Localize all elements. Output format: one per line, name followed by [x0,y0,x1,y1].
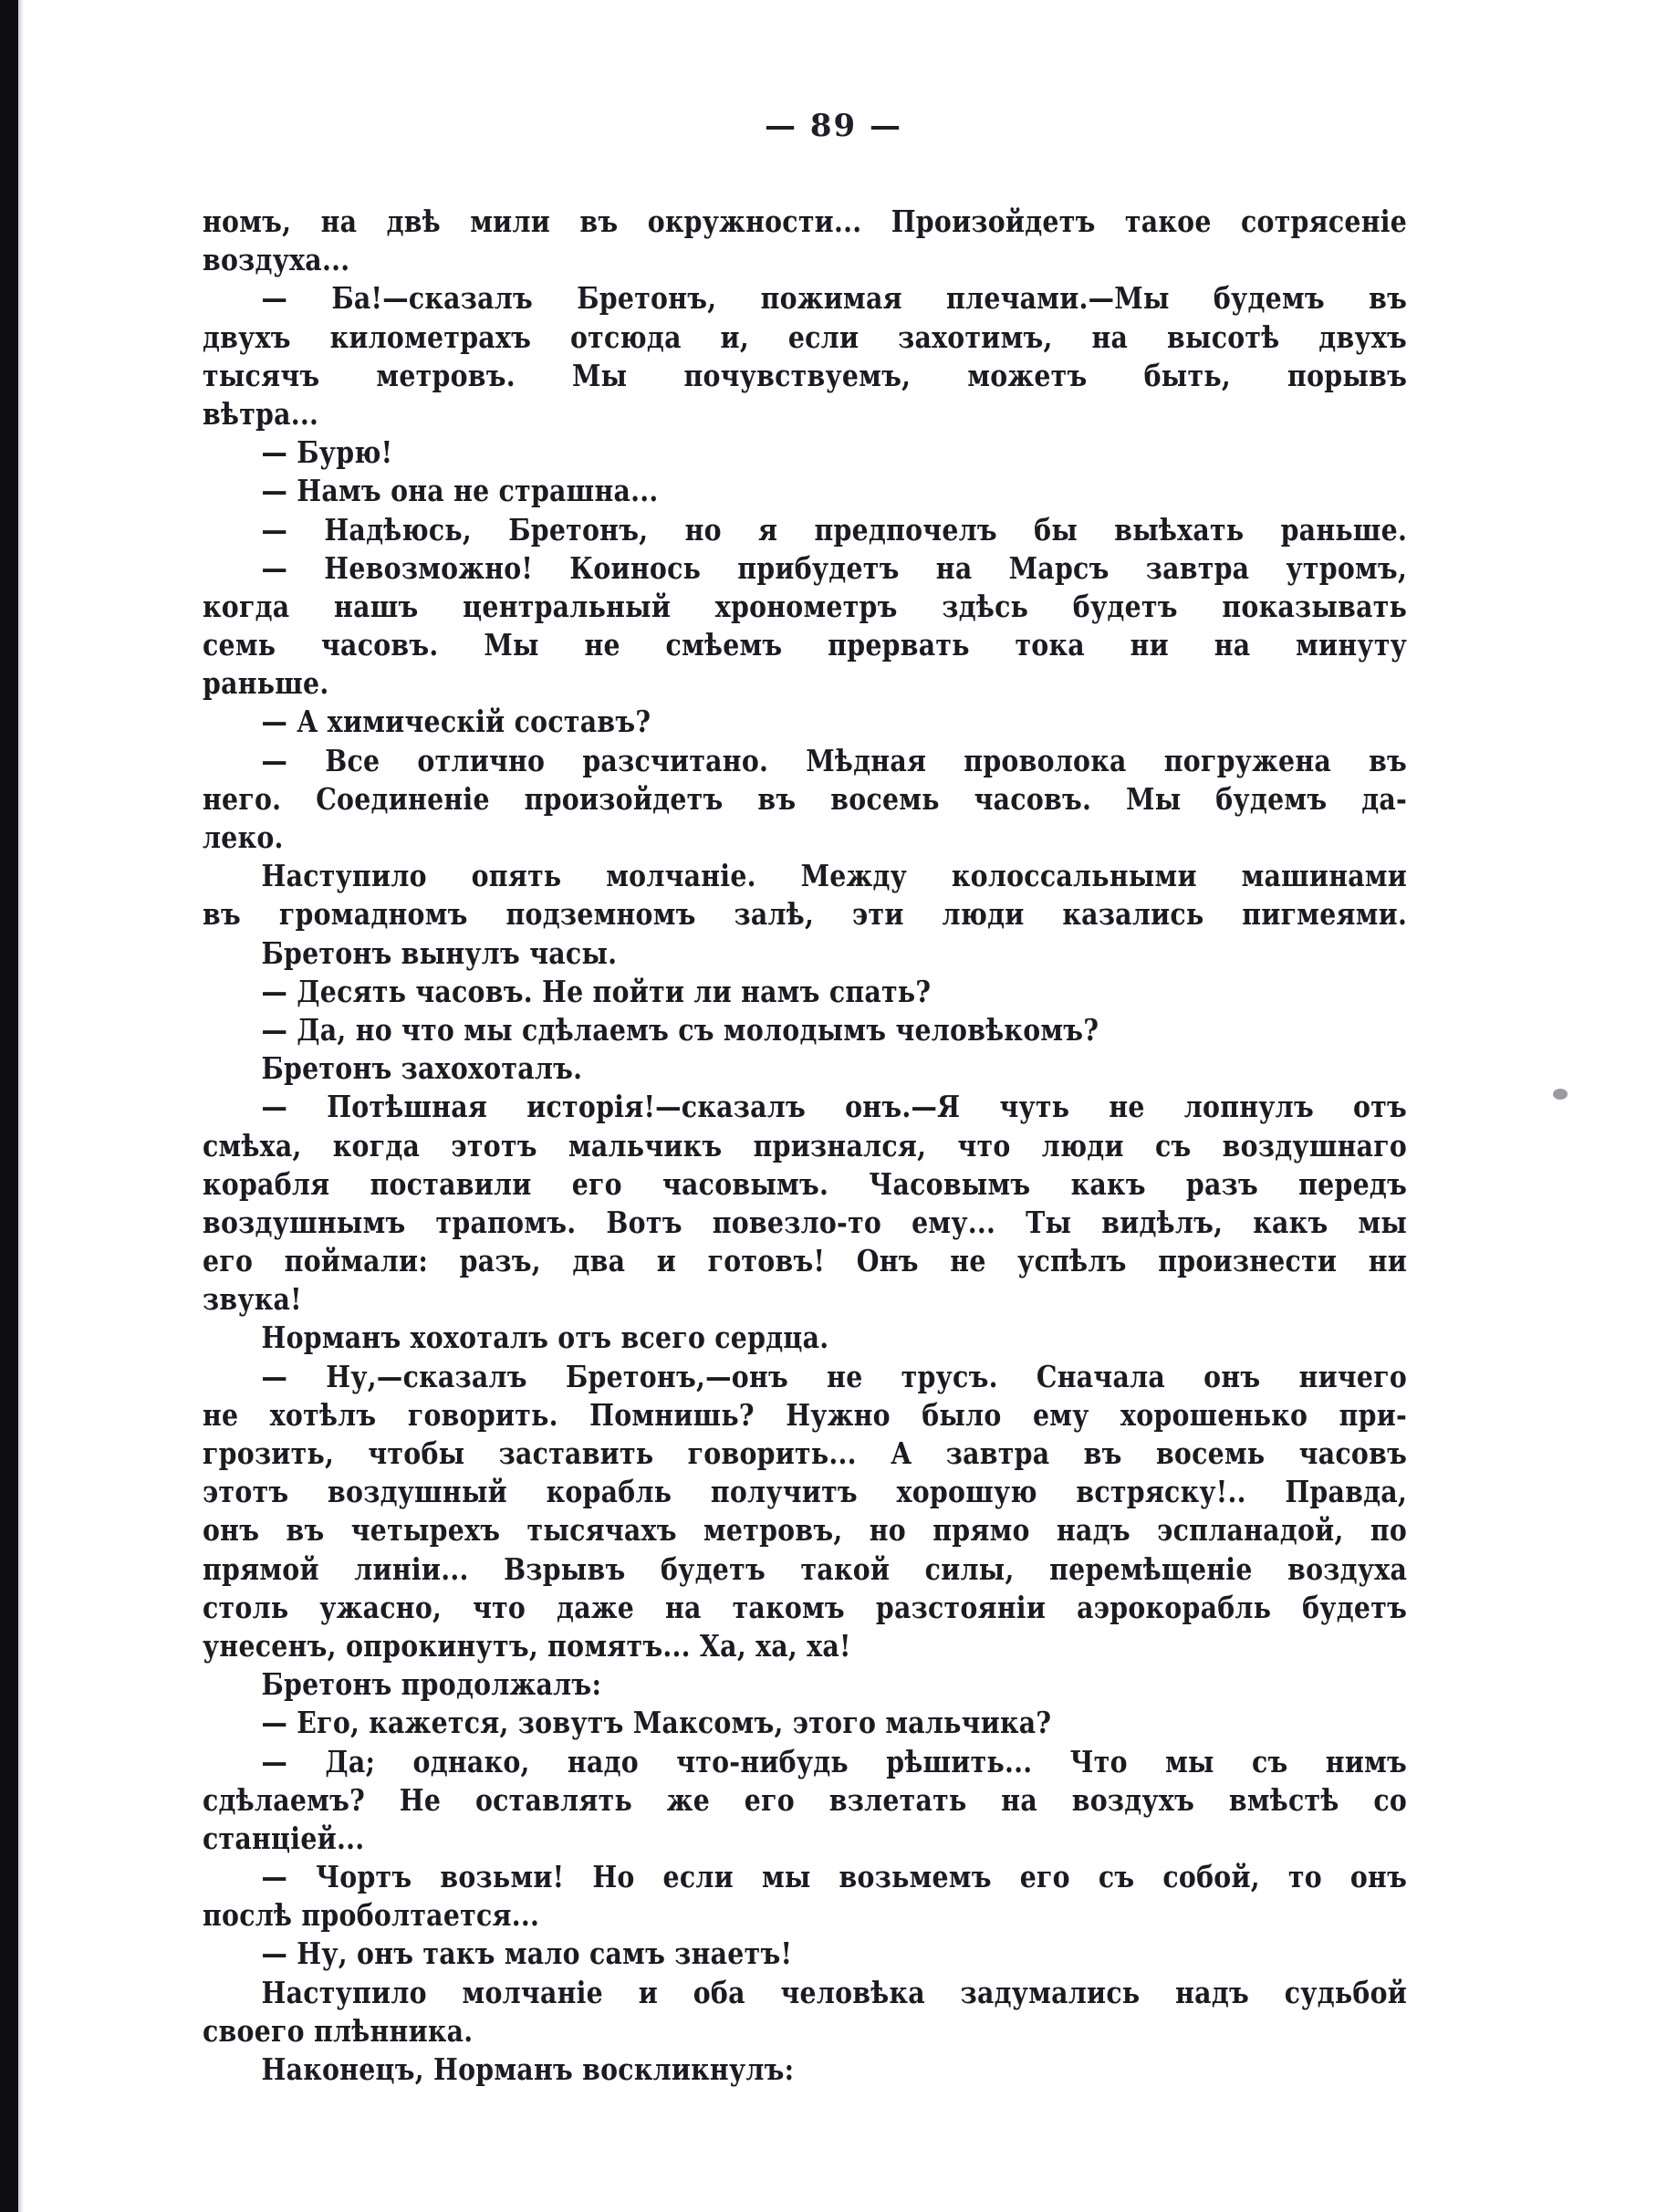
text-line: — Чортъ возьми! Но если мы возьмемъ его съ собой, то онъ [261,1859,1408,1895]
text-line: воздушнымъ трапомъ. Вотъ повезло-то ему... Ты видѣлъ, какъ мы [203,1204,1408,1240]
text-line: Норманъ хохоталъ отъ всего сердца. [261,1320,829,1356]
text-line: Наступило опять молчаніе. Между колоссальными машинами [261,858,1408,894]
text-line: грозить, чтобы заставить говорить... А завтра въ восемь часовъ [203,1435,1408,1471]
text-line: звука! [203,1281,302,1318]
text-line: — Десять часовъ. Не пойти ли намъ спать? [261,973,932,1009]
text-line: номъ, на двѣ мили въ окружности... Произойдетъ такое сотрясеніе [203,203,1408,239]
text-line: Наступило молчаніе и оба человѣка задумались надъ судьбой [261,1974,1408,2010]
text-line: не хотѣлъ говорить. Помнишь? Нужно было ему хорошенько при- [203,1396,1408,1433]
text-line: — Да; однако, надо что-нибудь рѣшить... Что мы съ нимъ [261,1743,1408,1779]
body-text [203,203,1407,2089]
text-line: семь часовъ. Мы не смѣемъ прервать тока ни на минуту [203,627,1408,663]
text-line: — Ба!—сказалъ Бретонъ, пожимая плечами.—Мы будемъ въ [261,280,1408,317]
text-line: двухъ километрахъ отсюда и, если захотимъ, на высотѣ двухъ [203,318,1408,355]
text-line: столь ужасно, что даже на такомъ разстояніи аэрокорабль будетъ [203,1589,1408,1625]
text-line: Бретонъ захохоталъ. [261,1050,583,1087]
text-line: — Намъ она не страшна... [261,473,659,509]
text-line: унесенъ, опрокинутъ, помятъ... Ха, ха, ха! [203,1627,851,1664]
text-line: Бретонъ продолжалъ: [261,1666,602,1703]
text-line: его поймали: разъ, два и готовъ! Онъ не успѣлъ произнести ни [203,1243,1408,1279]
text-line: сдѣлаемъ? Не оставлять же его взлетать на воздухъ вмѣстѣ со [203,1781,1408,1818]
text-line: раньше. [203,665,329,702]
text-line: послѣ проболтается... [203,1897,540,1934]
text-line: своего плѣнника. [203,2012,474,2049]
text-line: — Ну, онъ такъ мало самъ знаетъ! [261,1936,793,1972]
scan-border-shade [18,0,24,2212]
text-line: — Да, но что мы сдѣлаемъ съ молодымъ человѣкомъ? [261,1011,1099,1048]
text-line: — Все отлично разсчитано. Мѣдная проволока погружена въ [261,742,1408,778]
text-line: — А химическій составъ? [261,704,651,740]
text-line: — Ну,—сказалъ Бретонъ,—онъ не трусъ. Сначала онъ ничего [261,1358,1408,1394]
scan-border [0,0,18,2212]
text-line: леко. [203,819,284,855]
text-line: воздуха... [203,242,350,278]
text-line: этотъ воздушный корабль получитъ хорошую встряску!.. Правда, [203,1474,1408,1510]
text-line: тысячъ метровъ. Мы почувствуемъ, можетъ быть, порывъ [203,357,1408,393]
text-line: него. Соединеніе произойдетъ въ восемь часовъ. Мы будемъ да- [203,780,1408,817]
text-line: — Бурю! [261,434,393,471]
text-line: онъ въ четырехъ тысячахъ метровъ, но прямо надъ эспланадой, по [203,1512,1408,1549]
page-number: — 89 — [765,108,902,144]
text-line: въ громадномъ подземномъ залѣ, эти люди казались пигмеями. [203,896,1408,933]
text-line: — Его, кажется, зовутъ Максомъ, этого мальчика? [261,1705,1052,1741]
text-line: вѣтра... [203,395,319,432]
ink-smudge [1553,1089,1568,1100]
text-line: корабля поставили его часовымъ. Часовымъ какъ разъ передъ [203,1165,1408,1202]
text-line: Бретонъ вынулъ часы. [261,934,618,971]
text-line: станціей... [203,1820,365,1856]
text-line: прямой линіи... Взрывъ будетъ такой силы, перемѣщеніе воздуха [203,1550,1408,1587]
text-line: — Потѣшная исторія!—сказалъ онъ.—Я чуть не лопнулъ отъ [261,1089,1408,1125]
text-line: смѣха, когда этотъ мальчикъ признался, что люди съ воздушнаго [203,1127,1408,1163]
text-line: — Невозможно! Коинось прибудетъ на Марсъ завтра утромъ, [261,549,1408,586]
text-line: Наконецъ, Норманъ воскликнулъ: [261,2051,795,2087]
text-line: когда нашъ центральный хронометръ здѣсь будетъ показывать [203,588,1408,624]
text-line: — Надѣюсь, Бретонъ, но я предпочелъ бы выѣхать раньше. [261,511,1408,548]
